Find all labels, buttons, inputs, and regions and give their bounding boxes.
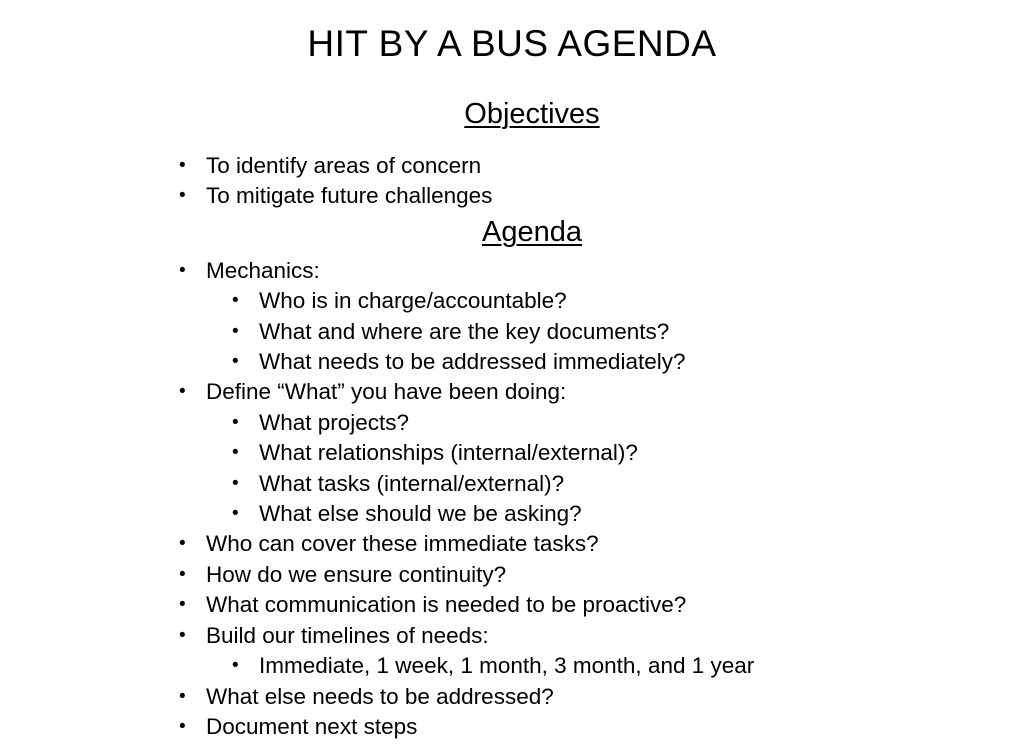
bullet-icon: •	[232, 351, 239, 373]
list-item	[40, 347, 1024, 377]
list-item-text: What and where are the key documents?	[259, 318, 670, 344]
list-item-text: Who is in charge/accountable?	[259, 288, 567, 314]
list-item	[40, 621, 1024, 651]
list-item-text: Document next steps	[206, 713, 418, 739]
bullet-icon: •	[179, 533, 186, 555]
list-item	[40, 651, 1024, 681]
list-item-text: What needs to be addressed immediately?	[259, 349, 686, 375]
section-heading-objectives: Objectives	[464, 98, 600, 130]
list-item-text: How do we ensure continuity?	[206, 561, 507, 587]
agenda-list	[40, 256, 1024, 743]
section-heading-agenda: Agenda	[482, 215, 582, 248]
list-item-text: Mechanics:	[206, 257, 320, 283]
bullet-icon: •	[232, 655, 239, 677]
list-item	[40, 408, 1024, 438]
bullet-icon: •	[179, 624, 186, 646]
list-item-text: What else needs to be addressed?	[206, 683, 554, 709]
bullet-icon: •	[179, 155, 186, 176]
list-item	[40, 712, 1024, 742]
list-item	[40, 286, 1024, 316]
list-item-text: Define “What” you have been doing:	[206, 379, 567, 405]
list-item	[40, 377, 1024, 407]
bullet-icon: •	[179, 715, 186, 737]
bullet-icon: •	[232, 320, 239, 342]
list-item	[40, 499, 1024, 529]
list-item	[40, 256, 1024, 286]
bullet-icon: •	[232, 503, 239, 525]
bullet-icon: •	[179, 685, 186, 707]
bullet-icon: •	[232, 442, 239, 464]
list-item	[40, 317, 1024, 347]
list-item-text: To identify areas of concern	[206, 153, 482, 178]
bullet-icon: •	[179, 185, 186, 207]
bullet-icon: •	[232, 290, 239, 312]
list-item-text: What tasks (internal/external)?	[259, 470, 565, 496]
page-title: HIT BY A BUS AGENDA	[307, 23, 717, 64]
list-item	[40, 682, 1024, 712]
slide-body	[40, 98, 1024, 742]
bullet-icon: •	[179, 259, 186, 281]
list-item-text: Build our timelines of needs:	[206, 622, 489, 648]
list-item	[40, 438, 1024, 468]
objectives-list	[40, 151, 1024, 212]
list-item	[40, 181, 1024, 211]
list-item	[40, 151, 1024, 181]
list-item-text: What communication is needed to be proactive?	[206, 592, 687, 618]
list-item-text: To mitigate future challenges	[206, 183, 493, 209]
list-item-text: Who can cover these immediate tasks?	[206, 531, 599, 557]
list-item-text: Immediate, 1 week, 1 month, 3 month, and 1 year	[259, 653, 755, 679]
list-item-text: What relationships (internal/external)?	[259, 440, 638, 466]
bullet-icon: •	[179, 594, 186, 616]
list-item	[40, 469, 1024, 499]
list-item	[40, 560, 1024, 590]
bullet-icon: •	[232, 411, 239, 433]
list-item	[40, 590, 1024, 620]
list-item-text: What else should we be asking?	[259, 501, 582, 527]
list-item-text: What projects?	[259, 409, 410, 435]
bullet-icon: •	[179, 381, 186, 403]
list-item	[40, 529, 1024, 559]
bullet-icon: •	[232, 472, 239, 494]
bullet-icon: •	[179, 563, 186, 585]
